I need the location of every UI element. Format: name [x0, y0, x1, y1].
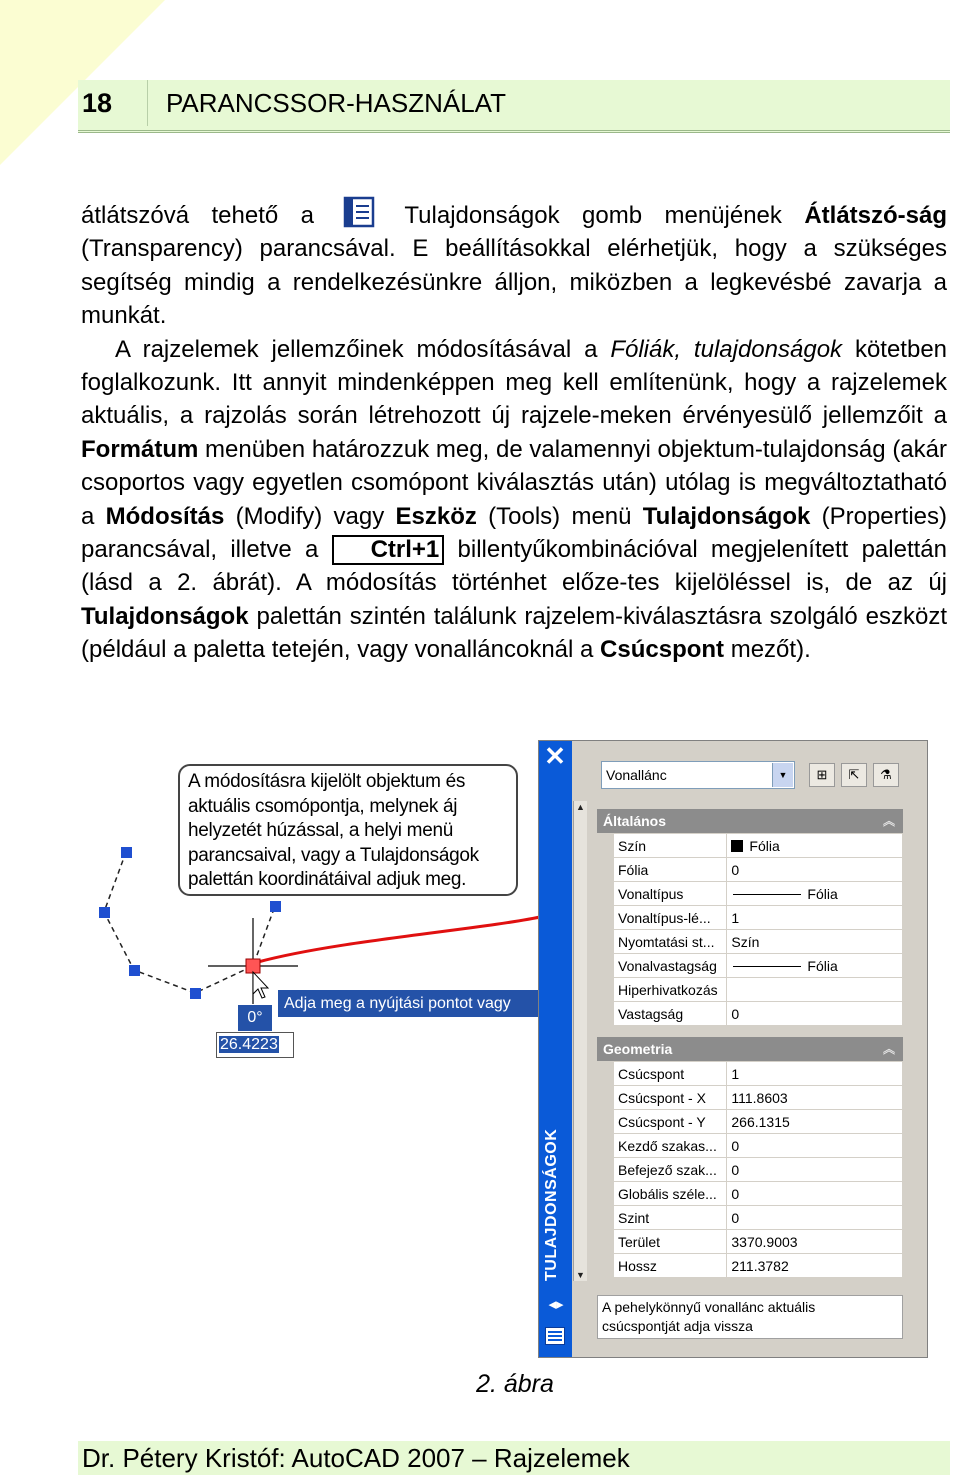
- property-value[interactable]: 0: [727, 1002, 903, 1026]
- properties-palette: [538, 740, 928, 1358]
- grip: [99, 907, 110, 918]
- body-text: [81, 195, 947, 667]
- term-properties: Tulajdonságok: [81, 602, 249, 630]
- geometry-properties-table: [613, 1061, 903, 1278]
- cursor-arrow-icon: [253, 972, 268, 998]
- text-run: (Tools) menü: [476, 502, 643, 530]
- paragraph-2: [81, 333, 947, 667]
- grip: [270, 901, 281, 912]
- term-format: Formátum: [81, 435, 199, 463]
- table-row[interactable]: [614, 1110, 903, 1134]
- property-key: Szín: [614, 834, 727, 858]
- property-key: Hossz: [614, 1254, 727, 1278]
- property-value[interactable]: 0: [727, 1182, 903, 1206]
- property-key: Vonaltípus-lé...: [614, 906, 727, 930]
- callout-line: aktuális csomópontja, melynek áj: [188, 795, 458, 817]
- scroll-down-icon[interactable]: ▼: [576, 1270, 585, 1280]
- book-reference: Fóliák, tulajdonságok: [610, 335, 843, 363]
- lineweight-sample: [733, 966, 801, 967]
- properties-icon: [342, 195, 376, 229]
- palette-title: TULAJDONSÁGOK: [543, 1128, 560, 1281]
- property-value-text: Fólia: [807, 885, 838, 902]
- property-value[interactable]: 0: [727, 1206, 903, 1230]
- property-key: Vastagság: [614, 1002, 727, 1026]
- property-value[interactable]: 266.1315: [727, 1110, 903, 1134]
- grip: [129, 965, 140, 976]
- term-modify: Módosítás: [105, 502, 225, 530]
- property-description: [597, 1295, 903, 1339]
- property-value-text: Fólia: [749, 837, 780, 854]
- property-value[interactable]: 211.3782: [727, 1254, 903, 1278]
- table-row[interactable]: [614, 1254, 903, 1278]
- grip: [121, 847, 132, 858]
- linetype-sample: [733, 894, 801, 895]
- page-footer: Dr. Pétery Kristóf: AutoCAD 2007 – Rajzelemek: [78, 1441, 950, 1475]
- prompt-text: Adja meg a nyújtási pontot vagy: [284, 995, 511, 1012]
- property-key: Kezdő szakas...: [614, 1134, 727, 1158]
- text-run: (Transparency) parancsával. E beállításokkal elérhetjük, hogy a szükséges segítség mindig a rendelkezésünkre álljon, miközben a legkevésbé zavarja a munkát.: [81, 235, 947, 330]
- collapse-icon[interactable]: ︽: [882, 814, 895, 828]
- property-value[interactable]: 111.8603: [727, 1086, 903, 1110]
- property-value[interactable]: [727, 834, 903, 858]
- object-type-value: Vonallánc: [606, 767, 667, 783]
- figure-2: [90, 740, 930, 1360]
- angle-readout[interactable]: 0°: [237, 1004, 273, 1032]
- table-row[interactable]: [614, 882, 903, 906]
- palette-properties-icon[interactable]: [545, 1327, 565, 1345]
- table-row[interactable]: [614, 858, 903, 882]
- chevron-down-icon[interactable]: ▼: [772, 763, 793, 787]
- select-objects-button[interactable]: ⇱: [841, 763, 867, 787]
- keyboard-shortcut: Ctrl+1: [332, 535, 445, 565]
- table-row[interactable]: [614, 906, 903, 930]
- property-value[interactable]: 0: [727, 1158, 903, 1182]
- distance-value: 26.4223: [220, 1036, 278, 1053]
- callout-line: helyzetét húzással, a helyi menü: [188, 820, 454, 841]
- table-row[interactable]: [614, 1086, 903, 1110]
- grip: [190, 988, 201, 999]
- section-general-header[interactable]: [597, 809, 903, 833]
- property-value[interactable]: Szín: [727, 930, 903, 954]
- property-value[interactable]: 1: [727, 1062, 903, 1086]
- description-line: csúcspontját adja vissza: [602, 1318, 753, 1334]
- property-key: Terület: [614, 1230, 727, 1254]
- leader-line: [258, 916, 545, 962]
- term-properties: Tulajdonságok: [642, 502, 811, 530]
- property-value[interactable]: 1: [727, 906, 903, 930]
- dynamic-input-prompt: [278, 990, 565, 1017]
- property-key: Hiperhivatkozás: [614, 978, 727, 1002]
- table-row[interactable]: [614, 930, 903, 954]
- text-run: átlátszóvá tehető a: [81, 202, 337, 229]
- text-run: menüben határozzuk meg, de valamennyi objektum-tulajdonság (akár csoportos vagy egyetlen csomópont kiválasztás után) utólag is megváltoztatható a: [81, 435, 947, 530]
- property-key: Csúcspont: [614, 1062, 727, 1086]
- property-value[interactable]: [727, 978, 903, 1002]
- callout-line: parancsaival, vagy a Tulajdonságok: [188, 844, 479, 866]
- text-run: Tulajdonságok gomb menüjének: [382, 202, 805, 229]
- property-key: Szint: [614, 1206, 727, 1230]
- table-row[interactable]: [614, 1158, 903, 1182]
- table-row[interactable]: [614, 954, 903, 978]
- chapter-title: PARANCSSOR-HASZNÁLAT: [166, 88, 506, 118]
- distance-input[interactable]: [216, 1032, 294, 1058]
- term-tools: Eszköz: [395, 502, 477, 530]
- section-geometry-title: Geometria: [603, 1041, 673, 1057]
- text-run: billentyűkombinációval megjelenített palettán (lásd a 2. ábrát). A módosítás történhet előze-tes kijelöléssel is, de az új: [81, 536, 947, 597]
- text-run: (Modify) vagy: [224, 502, 396, 530]
- property-key: Vonaltípus: [614, 882, 727, 906]
- property-value[interactable]: 3370.9003: [727, 1230, 903, 1254]
- property-value-text: Fólia: [807, 957, 838, 974]
- table-row[interactable]: [614, 1206, 903, 1230]
- property-value[interactable]: 0: [727, 1134, 903, 1158]
- table-row[interactable]: [614, 1230, 903, 1254]
- property-key: Csúcspont - X: [614, 1086, 727, 1110]
- page-number: 18: [78, 80, 148, 126]
- callout-line: palettán koordinátáival adjuk meg.: [188, 869, 467, 890]
- palette-title-strip: [539, 741, 572, 1357]
- quick-select-button[interactable]: ⚗: [873, 763, 899, 787]
- collapse-icon[interactable]: ︽: [882, 1042, 895, 1056]
- table-row[interactable]: [614, 1134, 903, 1158]
- text-run: mezőt).: [724, 636, 811, 664]
- property-key: Befejező szak...: [614, 1158, 727, 1182]
- property-key: Nyomtatási st...: [614, 930, 727, 954]
- paragraph-1: [81, 195, 947, 333]
- palette-scrollbar[interactable]: [573, 801, 587, 1281]
- term-vertex: Csúcspont: [600, 636, 725, 664]
- toggle-pickadd-button[interactable]: ⊞: [809, 763, 835, 787]
- active-grip: [246, 959, 260, 973]
- property-key: Globális széle...: [614, 1182, 727, 1206]
- object-type-select[interactable]: [601, 761, 795, 789]
- close-icon[interactable]: ✕: [544, 741, 566, 771]
- section-general-title: Általános: [603, 813, 667, 829]
- text-run: A rajzelemek jellemzőinek módosításával a: [115, 335, 611, 363]
- section-geometry-header[interactable]: [597, 1037, 903, 1061]
- property-key: Vonalvastagság: [614, 954, 727, 978]
- property-value[interactable]: [727, 954, 903, 978]
- figure-caption: 2. ábra: [476, 1370, 554, 1398]
- property-value[interactable]: [727, 882, 903, 906]
- color-swatch: [731, 840, 743, 852]
- term-transparency: Átlátszó-ság: [804, 202, 948, 229]
- scroll-up-icon[interactable]: ▲: [576, 802, 585, 812]
- property-key: Csúcspont - Y: [614, 1110, 727, 1134]
- property-key: Fólia: [614, 858, 727, 882]
- table-row[interactable]: [614, 978, 903, 1002]
- text-run: (Properties) parancsával, illetve a: [81, 502, 947, 564]
- table-row[interactable]: [614, 834, 903, 858]
- explanation-callout: [178, 764, 518, 896]
- table-row[interactable]: [614, 1182, 903, 1206]
- text-run: palettán szintén találunk rajzelem-kiválasztásra szolgáló eszközt (például a paletta tetején, vagy vonalláncoknál a: [81, 602, 947, 664]
- general-properties-table: [613, 833, 903, 1026]
- callout-line: A módosításra kijelölt objektum és: [188, 771, 466, 792]
- table-row[interactable]: [614, 1062, 903, 1086]
- text-run: kötetben foglalkozunk. Itt annyit mindenképpen meg kell említenünk, hogy a rajzelemek aktuális, a rajzolás során létrehozott új rajzele-meken érvényesülő jellemzőit a: [81, 335, 948, 430]
- property-value[interactable]: 0: [727, 858, 903, 882]
- description-line: A pehelykönnyű vonallánc aktuális: [602, 1299, 816, 1315]
- page-header: [78, 80, 950, 133]
- autohide-icon[interactable]: ◂▸: [548, 1296, 564, 1313]
- table-row[interactable]: [614, 1002, 903, 1026]
